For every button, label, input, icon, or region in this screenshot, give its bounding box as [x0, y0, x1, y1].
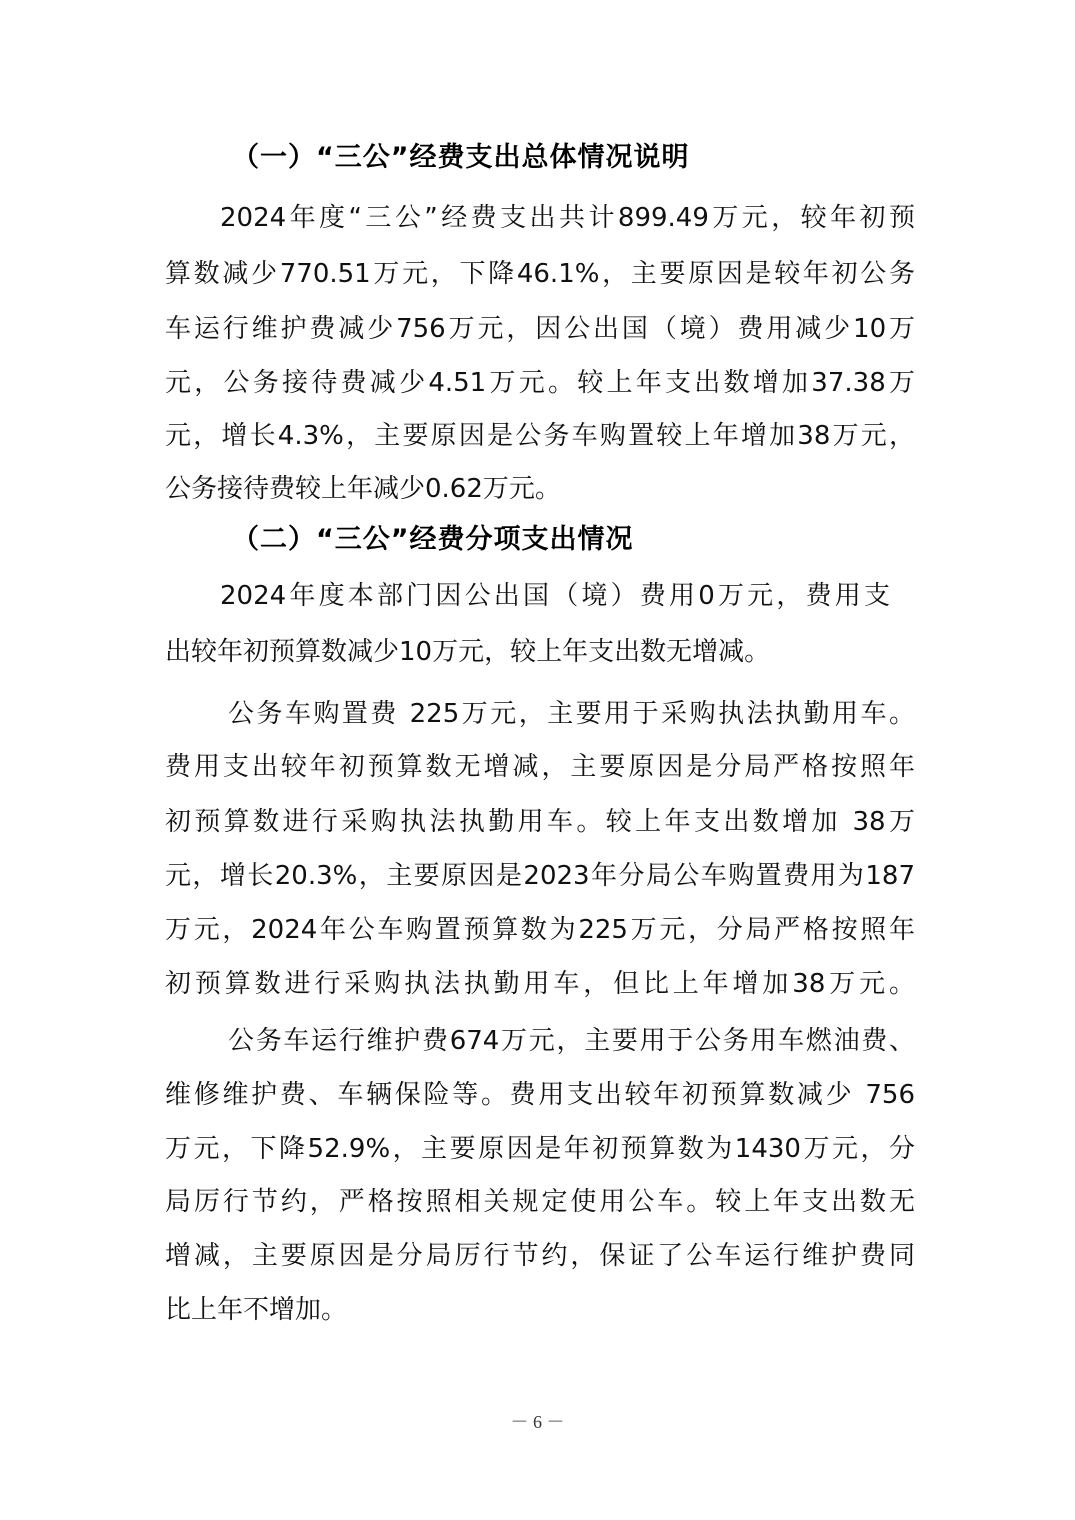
section-heading-1: （一）“三公”经费支出总体情况说明: [232, 142, 690, 173]
paragraph-line: 公务接待费较上年减少0.62万元。: [165, 474, 561, 504]
page-number: － 6 －: [510, 1412, 565, 1432]
section-heading-2: （二）“三公”经费分项支出情况: [232, 524, 634, 555]
paragraph-line: 万元，下降52.9%，主要原因是年初预算数为1430万元，分: [165, 1134, 915, 1164]
paragraph-line: 比上年不增加。: [165, 1295, 348, 1325]
paragraph-line: 费用支出较年初预算数无增减，主要原因是分局严格按照年: [165, 752, 915, 782]
paragraph-line: 算数减少770.51万元，下降46.1%，主要原因是较年初公务: [165, 259, 915, 289]
paragraph-line: 初预算数进行采购执法执勤用车。较上年支出数增加 38万: [165, 807, 915, 837]
paragraph-line: 初预算数进行采购执法执勤用车，但比上年增加38万元。: [165, 969, 915, 999]
paragraph-line: 公务车购置费 225万元，主要用于采购执法执勤用车。: [228, 699, 915, 729]
paragraph-line: 万元，2024年公车购置预算数为225万元，分局严格按照年: [165, 915, 915, 945]
paragraph-line: 2024年度本部门因公出国（境）费用0万元，费用支: [220, 581, 890, 611]
paragraph-line: 元，公务接待费减少4.51万元。较上年支出数增加37.38万: [165, 368, 915, 398]
paragraph-line: 车运行维护费减少756万元，因公出国（境）费用减少10万: [165, 314, 915, 344]
paragraph-line: 局厉行节约，严格按照相关规定使用公车。较上年支出数无: [165, 1187, 915, 1217]
paragraph-line: 增减，主要原因是分局厉行节约，保证了公车运行维护费同: [165, 1241, 915, 1271]
paragraph-line: 维修维护费、车辆保险等。费用支出较年初预算数减少 756: [165, 1080, 915, 1110]
paragraph-line: 2024年度“三公”经费支出共计899.49万元，较年初预: [220, 203, 915, 233]
paragraph-line: 公务车运行维护费674万元，主要用于公务用车燃油费、: [228, 1026, 915, 1056]
paragraph-line: 出较年初预算数减少10万元，较上年支出数无增减。: [165, 637, 771, 667]
paragraph-line: 元，增长20.3%，主要原因是2023年分局公车购置费用为187: [165, 861, 915, 891]
paragraph-line: 元，增长4.3%，主要原因是公务车购置较上年增加38万元，: [165, 421, 915, 451]
